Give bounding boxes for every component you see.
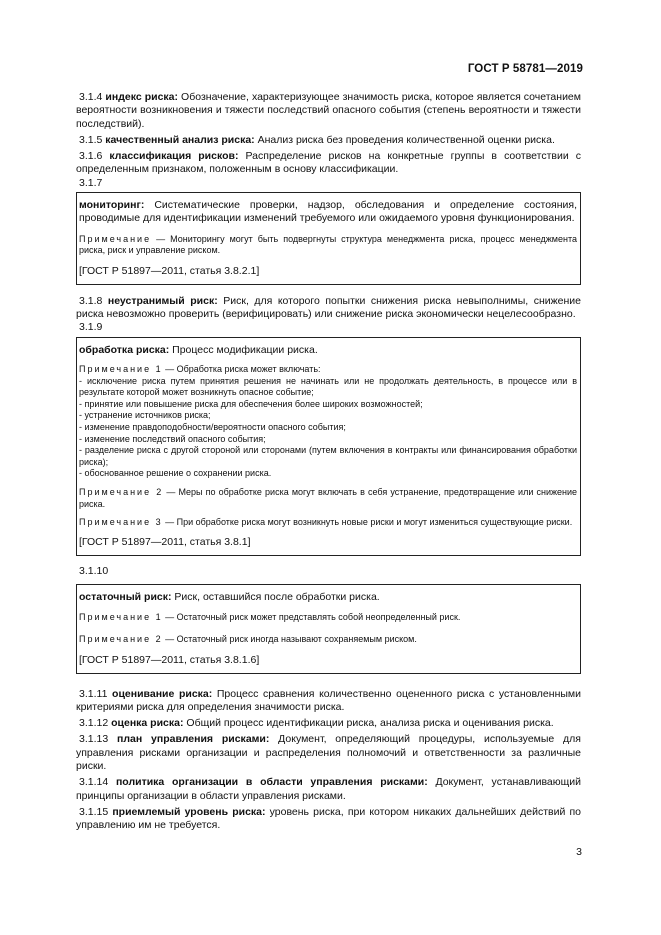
term-number-3-1-7: 3.1.7 [79,176,103,189]
list-item: - обоснованное решение о сохранении риска. [79,468,272,479]
page-content [76,91,581,833]
list-item: - изменение правдоподобности/вероятности опасного события; [79,422,346,433]
term-number: 3.1.5 [79,133,103,146]
note-1 [79,364,577,376]
note-text: — При обработке риска могут возникнуть новые риски и могут измениться существующие риски. [162,517,573,528]
term-box-3-1-9 [76,337,581,556]
note-label: Примечание 1 [79,612,163,623]
note-1 [79,612,577,624]
term-3-1-9 [79,344,577,357]
note-text: — Остаточный риск иногда называют сохраняемым риском. [162,633,417,644]
term-definition: Общий процесс идентификации риска, анализа риска и оценивания риска. [183,717,554,730]
note-label: Примечание 2 [79,486,164,497]
note [79,234,577,257]
term-definition: Риск, для которого попытки снижения риска невыполнимы, снижение риска невозможно проверить (верифицировать) или снижение риска экономически нецелесообразно. [76,294,581,321]
standard-header: ГОСТ Р 58781—2019 [467,63,583,75]
term-number-3-1-9: 3.1.9 [79,321,103,334]
list-item: - исключение риска путем принятия решения не начинать или не продолжать деятельность, в процессе или в результате которой может возникнуть опасное событие; [79,375,577,398]
term-definition: уровень риска, при котором никаких дальнейших действий по управлению им не требуется. [76,805,581,832]
term-number: 3.1.8 [79,294,103,307]
term-number: 3.1.14 [79,776,109,789]
reference: [ГОСТ Р 51897—2011, статья 3.8.2.1] [79,264,260,277]
term-box-3-1-10 [76,584,581,673]
term-name: качественный анализ риска: [105,133,255,146]
term-name: оценивание риска: [112,687,213,700]
note-3 [79,517,577,529]
term-number: 3.1.11 [79,687,108,700]
term-3-1-6 [76,150,581,177]
term-3-1-7 [79,199,577,226]
term-3-1-11 [76,688,581,715]
term-3-1-14 [76,776,581,803]
term-3-1-15 [76,806,581,833]
note-text: — Мониторингу могут быть подвергнуты структура менеджмента риска, процесс менеджмента риска, риск и управление риском. [79,233,577,256]
term-name: индекс риска: [105,91,179,103]
term-definition: Процесс сравнения количественно оцененного риска с установленными критериями риска для определения значимости риска. [76,687,581,713]
term-number: 3.1.15 [79,805,109,818]
reference: [ГОСТ Р 51897—2011, статья 3.8.1.6] [79,653,260,666]
term-name: приемлемый уровень риска: [112,805,266,818]
term-name: классификация рисков: [109,150,239,163]
note-label: Примечание [79,233,152,244]
note-label: Примечание 1 [79,364,163,375]
term-number: 3.1.6 [79,150,103,163]
note-text: — Меры по обработке риска могут включать в себя устранение, предотвращение или снижение риска. [79,486,577,509]
term-name: мониторинг: [79,199,145,212]
term-number: 3.1.13 [79,733,109,746]
list-item: - устранение источников риска; [79,410,211,421]
note-text: — Остаточный риск может представлять собой неопределенный риск. [162,612,461,623]
term-name: план управления рисками: [117,733,270,746]
list-item: - принятие или повышение риска для обеспечения более широких возможностей; [79,398,423,409]
term-3-1-5 [76,134,581,147]
term-definition: Документ, устанавливающий принципы организации в области управления рисками. [76,776,581,802]
note-2 [79,487,577,510]
term-name: неустранимый риск: [107,294,218,307]
term-3-1-4 [76,91,581,131]
note-label: Примечание 3 [79,517,163,528]
term-name: оценка риска: [111,717,184,730]
term-number-3-1-10: 3.1.10 [79,564,109,577]
term-number: 3.1.12 [79,717,109,730]
term-number: 3.1.4 [79,91,103,103]
term-definition: Документ, определяющий процедуры, используемые для управления рисками организации и распределения полномочий и ответственности за различные риски. [76,733,581,773]
page-number: 3 [576,846,582,858]
term-3-1-10 [79,591,577,604]
term-3-1-12 [76,717,581,730]
note-2 [79,634,577,646]
reference: [ГОСТ Р 51897—2011, статья 3.8.1] [79,535,251,548]
term-box-3-1-7 [76,192,581,285]
term-3-1-8 [76,295,581,322]
list-item: - разделение риска с другой стороной или сторонами (путем включения в контракты или финансирования обработки риска); [79,445,577,467]
note-label: Примечание 2 [79,633,163,644]
term-definition: Анализ риска без проведения количественной оценки риска. [254,133,555,146]
term-name: обработка риска: [79,343,170,356]
note-text: — Обработка риска может включать: [162,364,321,375]
term-definition: Риск, оставшийся после обработки риска. [171,591,380,604]
term-definition: Систематические проверки, надзор, обследования и определение состояния, проводимые для идентификации изменений требуемого или ожидаемого уровня функционирования. [79,199,577,225]
term-definition: Обозначение, характеризующее значимость риска, которое является сочетанием вероятности возникновения и тяжести последствий опасного события (степень вероятности и тяжести последствий). [76,91,581,130]
term-name: остаточный риск: [79,591,172,604]
term-definition: Распределение рисков на конкретные группы в соответствии с определенным признаком, положенным в основу классификации. [76,150,581,176]
term-name: политика организации в области управления рисками: [115,776,428,789]
term-definition: Процесс модификации риска. [169,343,318,356]
term-3-1-13 [76,733,581,773]
list-item: - изменение последствий опасного события; [79,433,266,444]
